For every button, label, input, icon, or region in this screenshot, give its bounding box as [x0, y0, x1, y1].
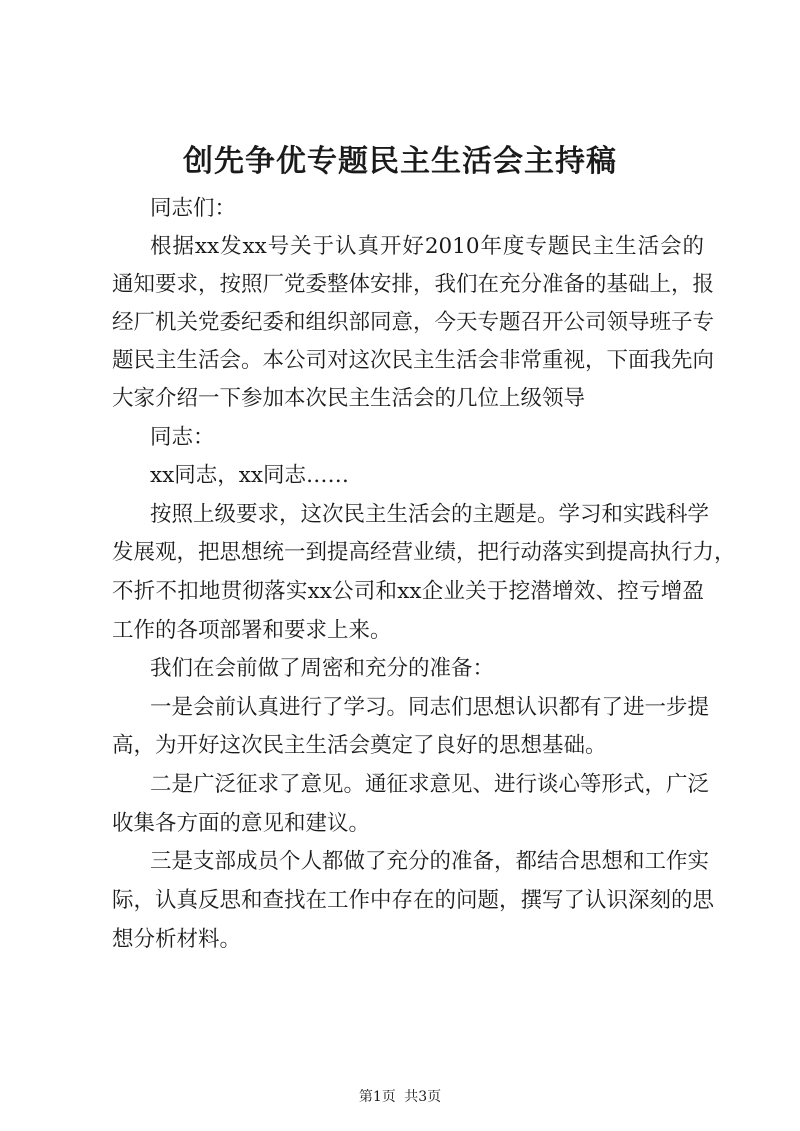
paragraph-line: 想分析材料。 [112, 927, 242, 952]
paragraph-line: 通知要求，按照厂党委整体安排，我们在充分准备的基础上，报 [112, 272, 715, 297]
paragraph-line: 工作的各项部署和要求上来。 [112, 618, 392, 643]
paragraph-line: 经厂机关党委纪委和组织部同意，今天专题召开公司领导班子专 [112, 310, 715, 335]
paragraph-line: 一是会前认真进行了学习。同志们思想认识都有了进一步提 [150, 695, 710, 720]
paragraph-line: 我们在会前做了周密和充分的准备： [150, 656, 495, 681]
paragraph-line: 高，为开好这次民主生活会奠定了良好的思想基础。 [112, 733, 607, 758]
page-total: 共3页 [404, 1089, 442, 1105]
paragraph-line: 三是支部成员个人都做了充分的准备，都结合思想和工作实 [150, 849, 710, 874]
paragraph-line: 按照上级要求，这次民主生活会的主题是。学习和实践科学 [150, 502, 710, 527]
paragraph-line: 题民主生活会。本公司对这次民主生活会非常重视，下面我先向 [112, 348, 715, 373]
document-title: 创先争优专题民主生活会主持稿 [183, 144, 617, 179]
page-number: 第1页 [358, 1089, 396, 1105]
paragraph-line: 根据xx发xx号关于认真开好2010年度专题民主生活会的 [150, 234, 704, 259]
paragraph-line: 际，认真反思和查找在工作中存在的问题，撰写了认识深刻的思 [112, 888, 715, 913]
paragraph-line: 二是广泛征求了意见。通征求意见、进行谈心等形式，广泛 [150, 772, 710, 797]
paragraph-line: 不折不扣地贯彻落实xx公司和xx企业关于挖潜增效、控亏增盈 [112, 579, 704, 604]
paragraph-line: 同志们： [150, 196, 237, 221]
paragraph-line: 收集各方面的意见和建议。 [112, 811, 371, 836]
paragraph-line: 发展观，把思想统一到提高经营业绩，把行动落实到提高执行力， [112, 540, 736, 565]
page-footer [0, 1087, 800, 1107]
paragraph-line: 大家介绍一下参加本次民主生活会的几位上级领导 [112, 386, 586, 411]
paragraph-line: xx同志，xx同志…… [150, 463, 350, 488]
paragraph-line: 同志： [150, 425, 215, 450]
